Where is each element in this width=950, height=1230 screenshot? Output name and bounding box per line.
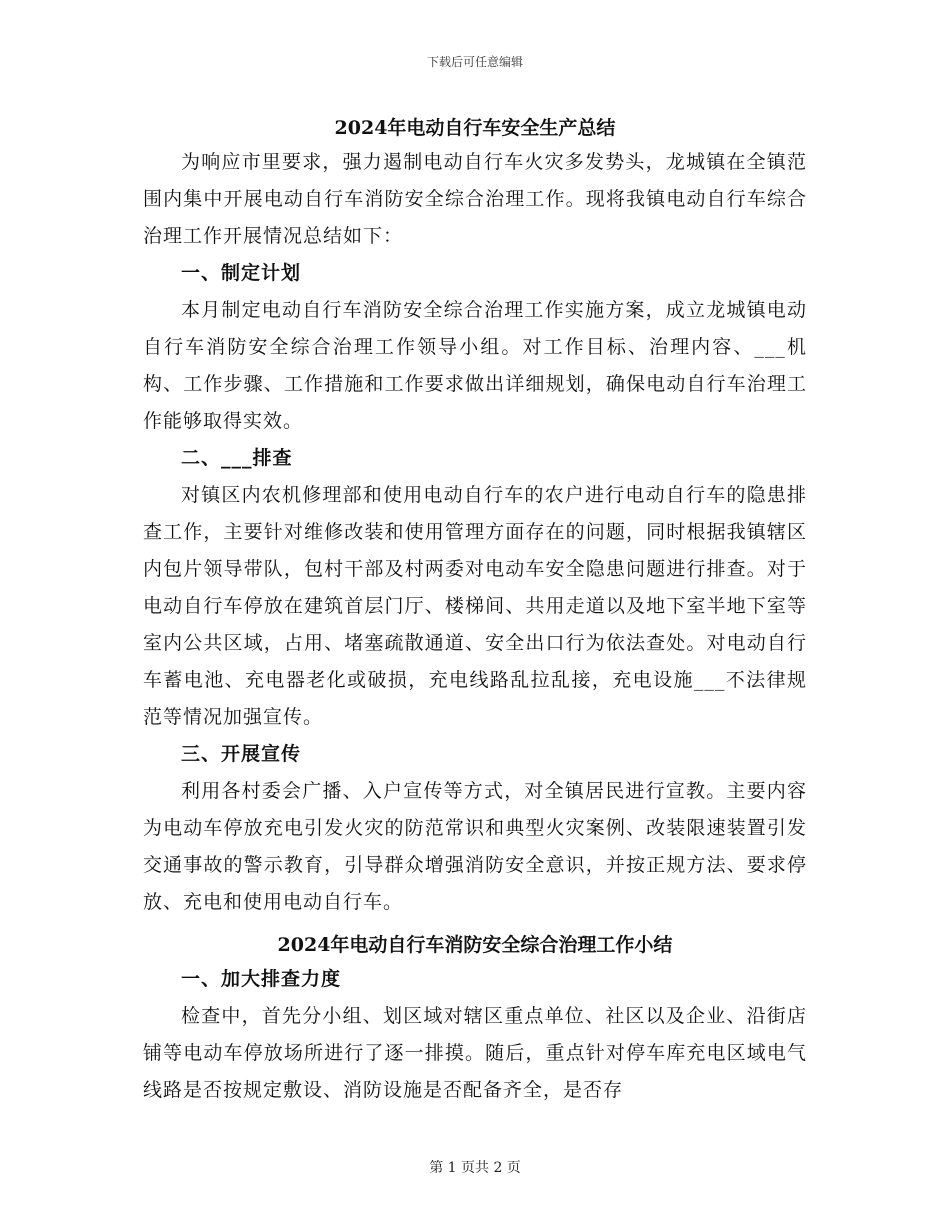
page-header: 下载后可任意编辑	[426, 55, 523, 69]
section-body-2: 对镇区内农机修理部和使用电动自行车的农户进行电动自行车的隐患排查工作，主要针对维修改装和使用管理方面存在的问题，同时根据我镇辖区内包片领导带队，包村干部及村两委对电动车安全隐患问题进行排查。对于电动自行车停放在建筑首层门厅、楼梯间、共用走道以及地下室半地下室等室内公共区域，占用、堵塞疏散通道、安全出口行为依法查处。对电动自行车蓄电池、充电器老化或破损，充电线路乱拉乱接，充电设施___不法律规范等情况加强宣传。	[143, 484, 807, 728]
section-body-1: 本月制定电动自行车消防安全综合治理工作实施方案，成立龙城镇电动自行车消防安全综合治理工作领导小组。对工作目标、治理内容、___机构、工作步骤、工作措施和工作要求做出详细规划，确保电动自行车治理工作能够取得实效。	[143, 299, 807, 432]
page-footer: 第 1 页共 2 页	[429, 1160, 521, 1176]
section-heading-1: 一、制定计划	[181, 262, 302, 284]
part2-section-body-1: 检查中，首先分小组、划区域对辖区重点单位、社区以及企业、沿街店铺等电动车停放场所进行了逐一排摸。随后，重点针对停车库充电区域电气线路是否按规定敷设、消防设施是否配备齐全，是否存	[143, 1005, 807, 1101]
section-heading-2: 二、___排查	[181, 447, 293, 469]
section-heading-3: 三、开展宣传	[181, 743, 302, 765]
part2-section-heading-1: 一、加大排查力度	[181, 968, 342, 990]
document-body	[143, 112, 807, 1109]
document-subtitle: 2024年电动自行车消防安全综合治理工作小结	[277, 934, 673, 956]
intro-paragraph: 为响应市里要求，强力遏制电动自行车火灾多发势头，龙城镇在全镇范围内集中开展电动自行车消防安全综合治理工作。现将我镇电动自行车综合治理工作开展情况总结如下：	[143, 151, 807, 247]
section-body-3: 利用各村委会广播、入户宣传等方式，对全镇居民进行宣教。主要内容为电动车停放充电引发火灾的防范常识和典型火灾案例、改装限速装置引发交通事故的警示教育，引导群众增强消防安全意识，并按正规方法、要求停放、充电和使用电动自行车。	[143, 780, 807, 913]
document-title: 2024年电动自行车安全生产总结	[334, 117, 616, 139]
